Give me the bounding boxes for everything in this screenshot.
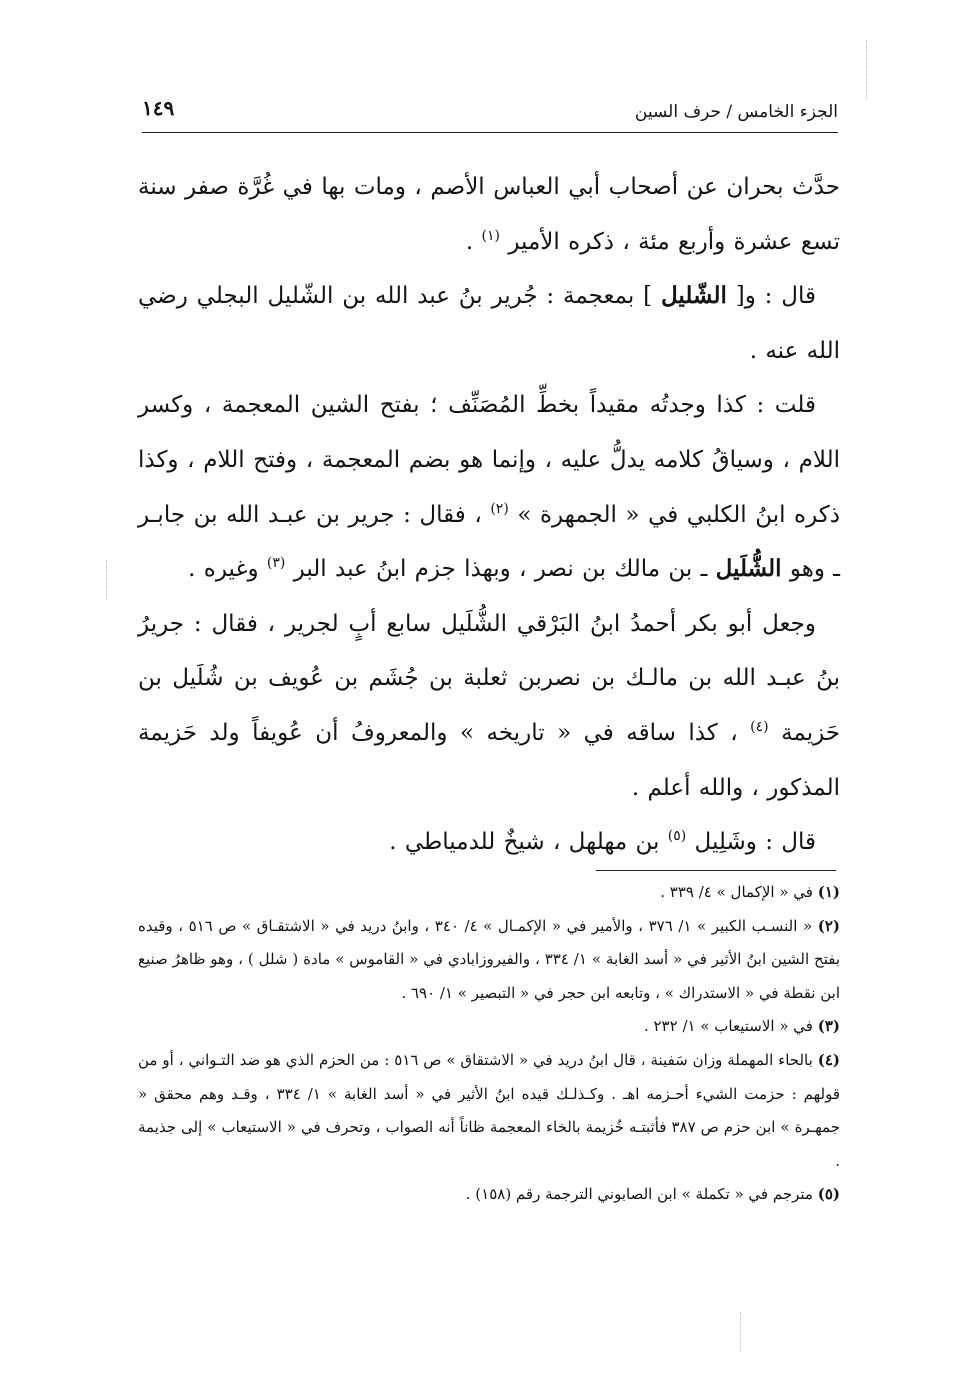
text-run: ، فقال : جرير بن عبـد الله بن جابـر ـ وهو	[138, 501, 840, 583]
page-number: ١٤٩	[142, 96, 175, 120]
footnote-5	[138, 1178, 840, 1212]
paragraph-1	[138, 160, 840, 269]
footnote-ref-2[interactable]: (٢)	[490, 500, 509, 517]
footnote-3	[138, 1010, 840, 1044]
page-header	[142, 94, 838, 128]
text-run: وجعل أبو بكر أحمدُ ابنُ البَرْقي الشُّلَيل سابع أبٍ لجرير ، فقال : جريرُ بنُ عبـد الله بن مالـك بن نصربن ثعلبة بن جُشَم بن عُويف بن شُلَيل بن حَزيمة	[138, 610, 841, 746]
footnote-text: مترجم في « تكملة » ابن الصابوني الترجمة رقم (١٥٨) .	[465, 1185, 813, 1204]
footnote-number: (٢)	[817, 916, 840, 935]
text-run: حدَّث بحران عن أصحاب أبي العباس الأصم ، ومات بها في غُرَّة صفر سنة تسع عشرة وأربع مئة ، ذكره الأمير	[138, 174, 840, 255]
paragraph-5	[138, 815, 840, 870]
scan-margin-mark	[740, 1312, 741, 1352]
scan-margin-mark	[106, 560, 107, 600]
text-run: بن مهلهل ، شيخٌ للدمياطي .	[389, 829, 668, 856]
emphasized-name: الشُّلَيل	[715, 555, 782, 583]
footnote-text: في « الاستيعاب » ١/ ٢٣٢ .	[643, 1017, 813, 1036]
paragraph-3	[138, 378, 840, 596]
footnote-number: (١)	[817, 883, 840, 901]
footnote-ref-3[interactable]: (٣)	[266, 555, 286, 572]
text-run: قلت : كذا وجدتُه مقيداً بخطِّ المُصَنِّف ؛ بفتح الشين المعجمة ، وكسر اللام ، وسياقُ كلامه يدلُّ عليه ، وإنما هو بضم المعجمة ، وفتح اللام ، وكذا ذكره ابنُ الكلبي في « الجمهرة »	[138, 392, 840, 528]
header-rule	[142, 132, 838, 133]
text-run: .	[465, 228, 482, 255]
footnote-number: (٥)	[817, 1185, 840, 1204]
text-run: قال : وشَلِيل	[686, 829, 816, 856]
footnote-ref-5[interactable]: (٥)	[667, 828, 687, 845]
running-title: الجزء الخامس / حرف السين	[634, 102, 838, 122]
paragraph-2	[138, 269, 840, 378]
footnote-4	[138, 1044, 840, 1178]
text-run: ، كذا ساقه في « تاريخه » والمعروفُ أن عُويفاً ولد حَزيمة المذكور ، والله أعلم .	[138, 719, 840, 801]
footnote-text: في « الإكمال » ٤/ ٣٣٩ .	[660, 883, 813, 901]
entry-heading: الشّليل	[660, 282, 727, 310]
footnote-ref-1[interactable]: (١)	[481, 227, 501, 244]
footnote-ref-4[interactable]: (٤)	[750, 718, 769, 735]
footnotes	[138, 876, 840, 1212]
footnote-2	[138, 910, 840, 1011]
footnote-separator	[596, 870, 836, 871]
footnote-text: « النسـب الكبير » ١/ ٣٧٦ ، والأمير في « الإكمـال » ٤/ ٣٤٠ ، وابنُ دريد في « الاشتقـاق » ص ٥١٦ ، وقيده بفتح الشين ابنُ الأثير في « أسد الغابة » ١/ ٣٣٤ ، والفيروزابادي في « القاموس » مادة ( شلل ) ، وهو ظاهرُ صنيع ابن نقطة في « الاستدراك » ، وتابعه ابن حجر في « التبصير » ١/ ٦٩٠ .	[138, 916, 840, 1002]
text-run: وغيره .	[188, 556, 267, 583]
text-run: قال : و[	[726, 283, 816, 310]
footnote-1	[138, 876, 840, 910]
text-run: ] بمعجمة : جُرير بنُ عبد الله بن الشّليل البجلي رضي الله عنه .	[138, 283, 840, 364]
footnote-number: (٤)	[817, 1050, 840, 1069]
paragraph-4	[138, 597, 840, 815]
main-text	[138, 160, 840, 870]
text-run: ـ بن مالك بن نصر ، وبهذا جزم ابنُ عبد البر	[285, 556, 716, 583]
footnote-number: (٣)	[817, 1017, 840, 1036]
footnote-text: بالحاء المهملة وزان سَفينة ، قال ابنُ دريد في « الاشتقاق » ص ٥١٦ : من الحزم الذي هو ضد التـواني ، أو من قولهم : حزمت الشيء أحـزمه اهـ . وكـذلـك قيده ابنُ الأثير في « أسد الغابة » ١/ ٣٣٤ ، وقـد وهم محقق « جمهـرة » ابن حزم ص ٣٨٧ فأثبتـه خُزيمة بالخاء المعجمة ظاناً أنه الصواب ، وتحرف في « الاستيعاب » إلى جذيمة .	[138, 1050, 841, 1170]
scan-margin-mark	[866, 40, 867, 100]
